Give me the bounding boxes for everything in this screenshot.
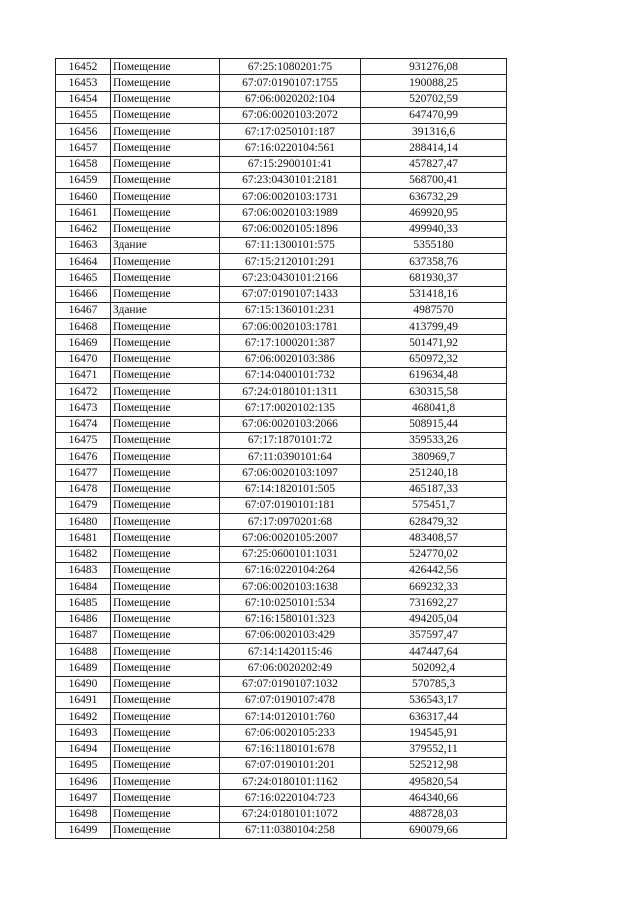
table-row	[56, 562, 507, 578]
row-number-cell: 16476	[56, 449, 111, 465]
table-row	[56, 156, 507, 172]
table-row	[56, 822, 507, 838]
row-number-cell: 16493	[56, 725, 111, 741]
table-row	[56, 140, 507, 156]
cadastral-value-cell: 628479,32	[361, 514, 507, 530]
table-row	[56, 481, 507, 497]
row-number-cell: 16457	[56, 140, 111, 156]
cadastral-value-cell: 194545,91	[361, 725, 507, 741]
row-number-cell: 16489	[56, 660, 111, 676]
cadastral-number-cell: 67:06:0020103:429	[220, 627, 361, 643]
cadastral-number-cell: 67:17:1000201:387	[220, 335, 361, 351]
table-row	[56, 757, 507, 773]
row-number-cell: 16458	[56, 156, 111, 172]
row-number-cell: 16491	[56, 692, 111, 708]
object-type-cell: Помещение	[111, 627, 220, 643]
object-type-cell: Помещение	[111, 107, 220, 123]
cadastral-number-cell: 67:10:0250101:534	[220, 595, 361, 611]
cadastral-value-cell: 690079,66	[361, 822, 507, 838]
table-row	[56, 416, 507, 432]
row-number-cell: 16462	[56, 221, 111, 237]
cadastral-number-cell: 67:14:1420115:46	[220, 644, 361, 660]
table-row	[56, 270, 507, 286]
cadastral-number-cell: 67:16:0220104:561	[220, 140, 361, 156]
cadastral-number-cell: 67:07:0190101:181	[220, 497, 361, 513]
cadastral-value-cell: 637358,76	[361, 254, 507, 270]
cadastral-value-cell: 288414,14	[361, 140, 507, 156]
row-number-cell: 16495	[56, 757, 111, 773]
cadastral-value-cell: 488728,03	[361, 806, 507, 822]
cadastral-number-cell: 67:16:1580101:323	[220, 611, 361, 627]
object-type-cell: Помещение	[111, 416, 220, 432]
row-number-cell: 16460	[56, 189, 111, 205]
object-type-cell: Помещение	[111, 774, 220, 790]
cadastral-value-cell: 501471,92	[361, 335, 507, 351]
object-type-cell: Помещение	[111, 91, 220, 107]
cadastral-value-cell: 447447,64	[361, 644, 507, 660]
cadastral-value-cell: 524770,02	[361, 546, 507, 562]
row-number-cell: 16468	[56, 319, 111, 335]
cadastral-number-cell: 67:06:0020103:2066	[220, 416, 361, 432]
cadastral-value-cell: 380969,7	[361, 449, 507, 465]
row-number-cell: 16480	[56, 514, 111, 530]
cadastral-number-cell: 67:17:0250101:187	[220, 124, 361, 140]
cadastral-number-cell: 67:07:0190101:201	[220, 757, 361, 773]
cadastral-number-cell: 67:11:0390101:64	[220, 449, 361, 465]
table-row	[56, 709, 507, 725]
cadastral-value-cell: 636317,44	[361, 709, 507, 725]
object-type-cell: Помещение	[111, 254, 220, 270]
row-number-cell: 16486	[56, 611, 111, 627]
object-type-cell: Помещение	[111, 221, 220, 237]
row-number-cell: 16477	[56, 465, 111, 481]
cadastral-number-cell: 67:06:0020103:1638	[220, 579, 361, 595]
cadastral-value-cell: 502092,4	[361, 660, 507, 676]
row-number-cell: 16456	[56, 124, 111, 140]
cadastral-number-cell: 67:16:0220104:723	[220, 790, 361, 806]
object-type-cell: Помещение	[111, 384, 220, 400]
table-row	[56, 676, 507, 692]
table-row	[56, 400, 507, 416]
object-type-cell: Помещение	[111, 709, 220, 725]
cadastral-value-cell: 4987570	[361, 302, 507, 318]
table-row	[56, 741, 507, 757]
cadastral-value-cell: 359533,26	[361, 432, 507, 448]
cadastral-value-cell: 681930,37	[361, 270, 507, 286]
row-number-cell: 16496	[56, 774, 111, 790]
cadastral-value-cell: 465187,33	[361, 481, 507, 497]
cadastral-value-cell: 568700,41	[361, 172, 507, 188]
object-type-cell: Помещение	[111, 790, 220, 806]
table-row	[56, 75, 507, 91]
table-row	[56, 59, 507, 75]
row-number-cell: 16475	[56, 432, 111, 448]
row-number-cell: 16483	[56, 562, 111, 578]
cadastral-number-cell: 67:06:0020103:1781	[220, 319, 361, 335]
object-type-cell: Помещение	[111, 514, 220, 530]
table-row	[56, 254, 507, 270]
row-number-cell: 16466	[56, 286, 111, 302]
row-number-cell: 16497	[56, 790, 111, 806]
table-row	[56, 627, 507, 643]
cadastral-value-cell: 190088,25	[361, 75, 507, 91]
cadastral-value-cell: 650972,32	[361, 351, 507, 367]
object-type-cell: Помещение	[111, 124, 220, 140]
cadastral-value-cell: 669232,33	[361, 579, 507, 595]
row-number-cell: 16485	[56, 595, 111, 611]
cadastral-value-cell: 251240,18	[361, 465, 507, 481]
cadastral-number-cell: 67:17:0970201:68	[220, 514, 361, 530]
table-row	[56, 351, 507, 367]
cadastral-value-cell: 520702,59	[361, 91, 507, 107]
cadastral-value-cell: 495820,54	[361, 774, 507, 790]
object-type-cell: Помещение	[111, 189, 220, 205]
row-number-cell: 16459	[56, 172, 111, 188]
cadastral-number-cell: 67:06:0020103:2072	[220, 107, 361, 123]
cadastral-number-cell: 67:25:0600101:1031	[220, 546, 361, 562]
cadastral-value-cell: 426442,56	[361, 562, 507, 578]
table-row	[56, 335, 507, 351]
object-type-cell: Помещение	[111, 611, 220, 627]
row-number-cell: 16470	[56, 351, 111, 367]
object-type-cell: Помещение	[111, 465, 220, 481]
table-row	[56, 449, 507, 465]
cadastral-number-cell: 67:15:2120101:291	[220, 254, 361, 270]
object-type-cell: Помещение	[111, 595, 220, 611]
row-number-cell: 16479	[56, 497, 111, 513]
table-row	[56, 595, 507, 611]
table-row	[56, 237, 507, 253]
row-number-cell: 16464	[56, 254, 111, 270]
table-row	[56, 221, 507, 237]
cadastral-number-cell: 67:07:0190107:478	[220, 692, 361, 708]
object-type-cell: Помещение	[111, 286, 220, 302]
cadastral-number-cell: 67:06:0020103:1097	[220, 465, 361, 481]
row-number-cell: 16498	[56, 806, 111, 822]
cadastral-number-cell: 67:23:0430101:2166	[220, 270, 361, 286]
object-type-cell: Помещение	[111, 530, 220, 546]
object-type-cell: Помещение	[111, 562, 220, 578]
cadastral-value-cell: 379552,11	[361, 741, 507, 757]
row-number-cell: 16455	[56, 107, 111, 123]
row-number-cell: 16481	[56, 530, 111, 546]
object-type-cell: Помещение	[111, 676, 220, 692]
table-row	[56, 514, 507, 530]
row-number-cell: 16499	[56, 822, 111, 838]
table-row	[56, 286, 507, 302]
cadastral-number-cell: 67:15:2900101:41	[220, 156, 361, 172]
cadastral-value-cell: 731692,27	[361, 595, 507, 611]
object-type-cell: Помещение	[111, 822, 220, 838]
cadastral-number-cell: 67:16:1180101:678	[220, 741, 361, 757]
table-row	[56, 725, 507, 741]
cadastral-number-cell: 67:16:0220104:264	[220, 562, 361, 578]
cadastral-number-cell: 67:06:0020103:1731	[220, 189, 361, 205]
row-number-cell: 16472	[56, 384, 111, 400]
cadastral-value-cell: 468041,8	[361, 400, 507, 416]
table-row	[56, 579, 507, 595]
cadastral-value-cell: 5355180	[361, 237, 507, 253]
object-type-cell: Помещение	[111, 205, 220, 221]
table-row	[56, 660, 507, 676]
row-number-cell: 16454	[56, 91, 111, 107]
object-type-cell: Помещение	[111, 741, 220, 757]
cadastral-value-cell: 570785,3	[361, 676, 507, 692]
object-type-cell: Помещение	[111, 172, 220, 188]
table-row	[56, 172, 507, 188]
cadastral-value-cell: 357597,47	[361, 627, 507, 643]
cadastral-value-cell: 508915,44	[361, 416, 507, 432]
object-type-cell: Помещение	[111, 59, 220, 75]
cadastral-value-cell: 391316,6	[361, 124, 507, 140]
row-number-cell: 16494	[56, 741, 111, 757]
row-number-cell: 16474	[56, 416, 111, 432]
row-number-cell: 16467	[56, 302, 111, 318]
object-type-cell: Помещение	[111, 579, 220, 595]
cadastral-value-cell: 647470,99	[361, 107, 507, 123]
cadastral-number-cell: 67:06:0020202:49	[220, 660, 361, 676]
row-number-cell: 16471	[56, 367, 111, 383]
table-row	[56, 367, 507, 383]
cadastral-number-cell: 67:07:0190107:1433	[220, 286, 361, 302]
cadastral-number-cell: 67:14:0400101:732	[220, 367, 361, 383]
cadastral-number-cell: 67:15:1360101:231	[220, 302, 361, 318]
cadastral-number-cell: 67:14:1820101:505	[220, 481, 361, 497]
object-type-cell: Помещение	[111, 546, 220, 562]
cadastral-number-cell: 67:11:1300101:575	[220, 237, 361, 253]
row-number-cell: 16484	[56, 579, 111, 595]
object-type-cell: Помещение	[111, 757, 220, 773]
object-type-cell: Помещение	[111, 481, 220, 497]
object-type-cell: Помещение	[111, 270, 220, 286]
object-type-cell: Здание	[111, 237, 220, 253]
table-row	[56, 384, 507, 400]
cadastral-number-cell: 67:25:1080201:75	[220, 59, 361, 75]
cadastral-number-cell: 67:06:0020103:1989	[220, 205, 361, 221]
registry-table	[55, 58, 507, 839]
table-row	[56, 790, 507, 806]
table-row	[56, 319, 507, 335]
table-row	[56, 91, 507, 107]
row-number-cell: 16461	[56, 205, 111, 221]
table-row	[56, 107, 507, 123]
cadastral-number-cell: 67:17:0020102:135	[220, 400, 361, 416]
object-type-cell: Помещение	[111, 692, 220, 708]
registry-table-body	[56, 59, 507, 839]
object-type-cell: Помещение	[111, 156, 220, 172]
row-number-cell: 16492	[56, 709, 111, 725]
cadastral-number-cell: 67:17:1870101:72	[220, 432, 361, 448]
table-row	[56, 205, 507, 221]
object-type-cell: Помещение	[111, 140, 220, 156]
row-number-cell: 16453	[56, 75, 111, 91]
object-type-cell: Помещение	[111, 432, 220, 448]
row-number-cell: 16469	[56, 335, 111, 351]
object-type-cell: Помещение	[111, 644, 220, 660]
cadastral-value-cell: 469920,95	[361, 205, 507, 221]
cadastral-number-cell: 67:07:0190107:1755	[220, 75, 361, 91]
cadastral-value-cell: 413799,49	[361, 319, 507, 335]
object-type-cell: Помещение	[111, 725, 220, 741]
cadastral-number-cell: 67:06:0020105:2007	[220, 530, 361, 546]
object-type-cell: Помещение	[111, 351, 220, 367]
object-type-cell: Здание	[111, 302, 220, 318]
table-row	[56, 530, 507, 546]
object-type-cell: Помещение	[111, 75, 220, 91]
table-row	[56, 692, 507, 708]
cadastral-number-cell: 67:14:0120101:760	[220, 709, 361, 725]
cadastral-value-cell: 464340,66	[361, 790, 507, 806]
table-row	[56, 644, 507, 660]
object-type-cell: Помещение	[111, 400, 220, 416]
row-number-cell: 16452	[56, 59, 111, 75]
cadastral-value-cell: 499940,33	[361, 221, 507, 237]
cadastral-value-cell: 636732,29	[361, 189, 507, 205]
cadastral-number-cell: 67:06:0020105:1896	[220, 221, 361, 237]
cadastral-number-cell: 67:24:0180101:1072	[220, 806, 361, 822]
cadastral-value-cell: 931276,08	[361, 59, 507, 75]
cadastral-value-cell: 494205,04	[361, 611, 507, 627]
object-type-cell: Помещение	[111, 449, 220, 465]
object-type-cell: Помещение	[111, 335, 220, 351]
table-row	[56, 465, 507, 481]
table-row	[56, 806, 507, 822]
table-row	[56, 774, 507, 790]
cadastral-value-cell: 525212,98	[361, 757, 507, 773]
row-number-cell: 16487	[56, 627, 111, 643]
cadastral-number-cell: 67:07:0190107:1032	[220, 676, 361, 692]
cadastral-value-cell: 630315,58	[361, 384, 507, 400]
cadastral-number-cell: 67:06:0020105:233	[220, 725, 361, 741]
cadastral-number-cell: 67:23:0430101:2181	[220, 172, 361, 188]
cadastral-number-cell: 67:24:0180101:1162	[220, 774, 361, 790]
table-row	[56, 124, 507, 140]
row-number-cell: 16478	[56, 481, 111, 497]
row-number-cell: 16488	[56, 644, 111, 660]
cadastral-value-cell: 575451,7	[361, 497, 507, 513]
object-type-cell: Помещение	[111, 319, 220, 335]
row-number-cell: 16463	[56, 237, 111, 253]
cadastral-value-cell: 619634,48	[361, 367, 507, 383]
cadastral-value-cell: 531418,16	[361, 286, 507, 302]
cadastral-number-cell: 67:06:0020103:386	[220, 351, 361, 367]
cadastral-value-cell: 536543,17	[361, 692, 507, 708]
object-type-cell: Помещение	[111, 806, 220, 822]
row-number-cell: 16473	[56, 400, 111, 416]
row-number-cell: 16465	[56, 270, 111, 286]
cadastral-number-cell: 67:11:0380104:258	[220, 822, 361, 838]
row-number-cell: 16482	[56, 546, 111, 562]
table-row	[56, 302, 507, 318]
table-row	[56, 432, 507, 448]
table-row	[56, 546, 507, 562]
cadastral-value-cell: 457827,47	[361, 156, 507, 172]
cadastral-value-cell: 483408,57	[361, 530, 507, 546]
object-type-cell: Помещение	[111, 367, 220, 383]
cadastral-number-cell: 67:24:0180101:1311	[220, 384, 361, 400]
table-row	[56, 497, 507, 513]
table-row	[56, 189, 507, 205]
cadastral-number-cell: 67:06:0020202:104	[220, 91, 361, 107]
row-number-cell: 16490	[56, 676, 111, 692]
object-type-cell: Помещение	[111, 497, 220, 513]
object-type-cell: Помещение	[111, 660, 220, 676]
table-row	[56, 611, 507, 627]
